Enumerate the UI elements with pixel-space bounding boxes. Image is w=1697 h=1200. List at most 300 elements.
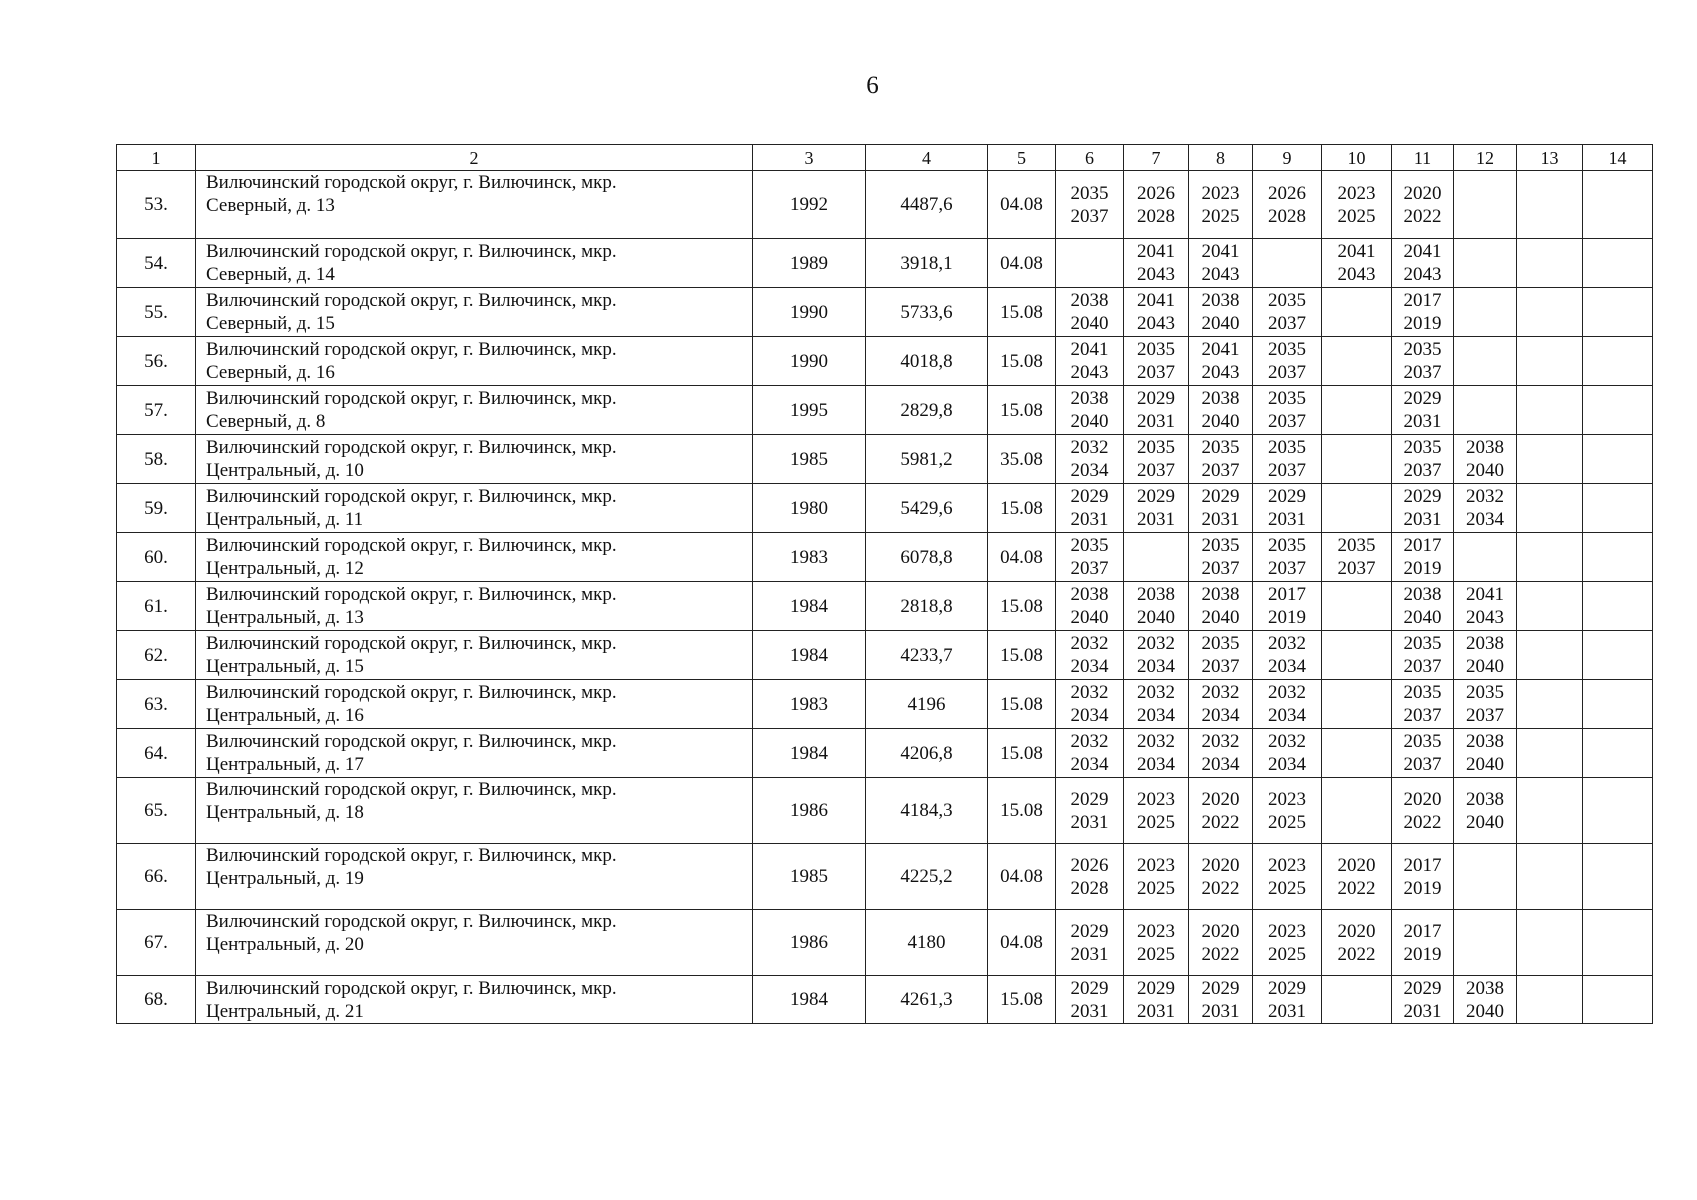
period-start: 2032: [1137, 731, 1175, 752]
period-end: 2034: [1268, 656, 1306, 677]
table-row: [117, 631, 1653, 680]
table-row: [117, 435, 1653, 484]
period-end: 2034: [1070, 754, 1109, 775]
period-start: 2032: [1070, 437, 1109, 458]
period-cell-13: [1517, 844, 1583, 910]
period-cell-7: [1124, 533, 1189, 582]
period-end: 2043: [1201, 264, 1240, 285]
period-end: 2040: [1201, 313, 1240, 334]
period-start: 2035: [1201, 535, 1240, 556]
period-cell-10: [1322, 288, 1392, 337]
table-row: [117, 533, 1653, 582]
period-start: 2038: [1201, 388, 1240, 409]
period-cell-12: [1454, 435, 1517, 484]
address-line-1: Вилючинский городской округ, г. Вилючинск, мкр.: [206, 977, 617, 999]
address-line-2: Северный, д. 8: [206, 411, 326, 432]
period-end: 2040: [1201, 411, 1240, 432]
period-cell-14: [1583, 910, 1653, 976]
period-end: 2043: [1403, 264, 1442, 285]
period-end: 2031: [1070, 943, 1109, 965]
period-cell-10: [1322, 778, 1392, 844]
period-start: 2032: [1268, 633, 1306, 654]
row-number-cell: 63.: [117, 680, 196, 729]
period-cell-13: [1517, 239, 1583, 288]
period-end: 2040: [1466, 754, 1504, 775]
period-cell-6: [1056, 435, 1124, 484]
period-start: 2023: [1268, 920, 1306, 942]
period-end: 2022: [1201, 811, 1240, 833]
build-year-cell: 1984: [753, 976, 866, 1024]
period-start: 2041: [1466, 584, 1504, 605]
period-start: 2035: [1201, 633, 1240, 654]
address-cell: [196, 844, 753, 910]
period-cell-11: [1392, 484, 1454, 533]
period-cell-12: [1454, 386, 1517, 435]
area-cell: 4184,3: [866, 778, 988, 844]
period-end: 2037: [1268, 411, 1306, 432]
code-cell: 35.08: [988, 435, 1056, 484]
row-number-cell: 58.: [117, 435, 196, 484]
period-start: 2041: [1137, 241, 1175, 262]
period-start: 2023: [1337, 182, 1376, 204]
build-year-cell: 1984: [753, 631, 866, 680]
period-start: 2038: [1466, 633, 1504, 654]
address-cell: [196, 337, 753, 386]
period-cell-12: [1454, 337, 1517, 386]
period-cell-11: [1392, 910, 1454, 976]
row-number-cell: 65.: [117, 778, 196, 844]
page-number: 6: [866, 72, 879, 99]
code-cell: 15.08: [988, 582, 1056, 631]
table-body: [117, 171, 1653, 1024]
period-end: 2028: [1268, 205, 1306, 227]
period-end: 2040: [1070, 607, 1109, 628]
period-cell-9: [1253, 976, 1322, 1024]
table-row: [117, 976, 1653, 1024]
period-cell-11: [1392, 533, 1454, 582]
row-number-cell: 59.: [117, 484, 196, 533]
period-cell-8: [1189, 631, 1253, 680]
period-end: 2034: [1466, 509, 1504, 530]
period-cell-10: [1322, 337, 1392, 386]
table-row: [117, 484, 1653, 533]
row-number-cell: 68.: [117, 976, 196, 1024]
period-start: 2035: [1137, 437, 1175, 458]
period-end: 2034: [1201, 754, 1240, 775]
period-cell-11: [1392, 435, 1454, 484]
address-line-1: Вилючинский городской округ, г. Вилючинск, мкр.: [206, 911, 617, 932]
address-line-2: Центральный, д. 20: [206, 934, 364, 955]
table-row: [117, 910, 1653, 976]
address-line-2: Центральный, д. 19: [206, 868, 364, 889]
period-end: 2043: [1137, 264, 1175, 285]
period-cell-7: [1124, 288, 1189, 337]
period-start: 2032: [1070, 682, 1109, 703]
period-end: 2040: [1466, 656, 1504, 677]
address-cell: [196, 582, 753, 631]
table-row: [117, 729, 1653, 778]
address-cell: [196, 976, 753, 1024]
address-line-2: Центральный, д. 10: [206, 460, 364, 481]
period-cell-8: [1189, 239, 1253, 288]
address-cell: [196, 680, 753, 729]
period-cell-11: [1392, 386, 1454, 435]
address-line-2: Центральный, д. 18: [206, 802, 364, 823]
period-start: 2029: [1201, 977, 1240, 999]
address-line-1: Вилючинский городской округ, г. Вилючинск, мкр.: [206, 731, 617, 752]
period-cell-6: [1056, 729, 1124, 778]
period-cell-13: [1517, 680, 1583, 729]
period-start: 2023: [1137, 854, 1175, 876]
period-cell-11: [1392, 582, 1454, 631]
period-end: 2031: [1403, 509, 1442, 530]
build-year-cell: 1990: [753, 288, 866, 337]
period-cell-8: [1189, 435, 1253, 484]
period-end: 2043: [1466, 607, 1504, 628]
period-start: 2035: [1403, 339, 1442, 360]
row-number-cell: 57.: [117, 386, 196, 435]
period-start: 2035: [1268, 339, 1306, 360]
period-cell-6: [1056, 582, 1124, 631]
build-year-cell: 1986: [753, 910, 866, 976]
period-start: 2032: [1268, 682, 1306, 703]
row-number-cell: 55.: [117, 288, 196, 337]
period-cell-7: [1124, 484, 1189, 533]
row-number-cell: 64.: [117, 729, 196, 778]
build-year-cell: 1984: [753, 729, 866, 778]
area-cell: 4487,6: [866, 171, 988, 239]
period-start: 2035: [1268, 437, 1306, 458]
build-year-cell: 1992: [753, 171, 866, 239]
period-end: 2037: [1268, 460, 1306, 481]
table-row: [117, 288, 1653, 337]
code-cell: 15.08: [988, 484, 1056, 533]
period-cell-8: [1189, 484, 1253, 533]
period-start: 2038: [1466, 977, 1504, 999]
period-end: 2037: [1137, 362, 1175, 383]
period-cell-7: [1124, 631, 1189, 680]
period-end: 2037: [1403, 754, 1442, 775]
period-cell-7: [1124, 337, 1189, 386]
period-cell-6: [1056, 484, 1124, 533]
period-end: 2031: [1137, 1000, 1175, 1022]
area-cell: 4180: [866, 910, 988, 976]
column-header-6: 6: [1056, 145, 1124, 171]
period-start: 2020: [1201, 788, 1240, 810]
period-cell-11: [1392, 976, 1454, 1024]
period-cell-12: [1454, 171, 1517, 239]
period-end: 2037: [1201, 656, 1240, 677]
build-year-cell: 1983: [753, 680, 866, 729]
period-cell-9: [1253, 171, 1322, 239]
period-end: 2037: [1070, 558, 1109, 579]
period-cell-9: [1253, 778, 1322, 844]
period-end: 2019: [1268, 607, 1306, 628]
period-end: 2037: [1403, 460, 1442, 481]
build-year-cell: 1984: [753, 582, 866, 631]
period-cell-6: [1056, 171, 1124, 239]
address-cell: [196, 631, 753, 680]
column-header-8: 8: [1189, 145, 1253, 171]
address-line-2: Северный, д. 15: [206, 313, 335, 334]
period-end: 2022: [1201, 877, 1240, 899]
period-start: 2029: [1201, 486, 1240, 507]
period-cell-9: [1253, 435, 1322, 484]
period-end: 2034: [1070, 656, 1109, 677]
period-start: 2041: [1070, 339, 1109, 360]
period-cell-9: [1253, 680, 1322, 729]
area-cell: 5733,6: [866, 288, 988, 337]
table-row: [117, 386, 1653, 435]
period-cell-14: [1583, 976, 1653, 1024]
period-end: 2031: [1268, 1000, 1306, 1022]
period-start: 2029: [1070, 920, 1109, 942]
period-end: 2040: [1403, 607, 1442, 628]
period-start: 2032: [1201, 682, 1240, 703]
address-cell: [196, 484, 753, 533]
period-cell-7: [1124, 844, 1189, 910]
period-start: 2029: [1070, 788, 1109, 810]
period-start: 2017: [1403, 854, 1442, 876]
row-number-cell: 62.: [117, 631, 196, 680]
period-cell-10: [1322, 582, 1392, 631]
column-header-14: 14: [1583, 145, 1653, 171]
address-line-2: Центральный, д. 16: [206, 705, 364, 726]
period-cell-9: [1253, 582, 1322, 631]
row-number-cell: 61.: [117, 582, 196, 631]
period-cell-13: [1517, 582, 1583, 631]
period-end: 2028: [1137, 205, 1175, 227]
period-cell-9: [1253, 337, 1322, 386]
period-end: 2034: [1070, 460, 1109, 481]
period-cell-12: [1454, 288, 1517, 337]
period-end: 2031: [1268, 509, 1306, 530]
build-year-cell: 1980: [753, 484, 866, 533]
column-header-2: 2: [196, 145, 753, 171]
period-cell-10: [1322, 484, 1392, 533]
period-cell-7: [1124, 386, 1189, 435]
period-end: 2037: [1403, 362, 1442, 383]
period-start: 2038: [1201, 290, 1240, 311]
period-cell-10: [1322, 239, 1392, 288]
period-cell-6: [1056, 337, 1124, 386]
period-end: 2031: [1137, 411, 1175, 432]
period-start: 2035: [1403, 437, 1442, 458]
address-cell: [196, 239, 753, 288]
period-start: 2035: [1403, 682, 1442, 703]
period-start: 2023: [1268, 788, 1306, 810]
period-end: 2022: [1201, 943, 1240, 965]
period-cell-7: [1124, 778, 1189, 844]
period-cell-6: [1056, 631, 1124, 680]
period-end: 2028: [1070, 877, 1109, 899]
period-end: 2022: [1403, 205, 1442, 227]
period-cell-14: [1583, 680, 1653, 729]
period-start: 2035: [1201, 437, 1240, 458]
build-year-cell: 1985: [753, 435, 866, 484]
period-cell-6: [1056, 910, 1124, 976]
period-start: 2032: [1268, 731, 1306, 752]
period-end: 2025: [1268, 877, 1306, 899]
period-start: 2029: [1268, 977, 1306, 999]
period-cell-6: [1056, 680, 1124, 729]
period-cell-10: [1322, 680, 1392, 729]
period-cell-7: [1124, 910, 1189, 976]
area-cell: 4196: [866, 680, 988, 729]
column-header-5: 5: [988, 145, 1056, 171]
address-line-1: Вилючинский городской округ, г. Вилючинск, мкр.: [206, 290, 617, 311]
period-start: 2029: [1137, 486, 1175, 507]
period-end: 2022: [1403, 811, 1442, 833]
period-cell-8: [1189, 680, 1253, 729]
period-end: 2043: [1137, 313, 1175, 334]
period-cell-11: [1392, 844, 1454, 910]
code-cell: 15.08: [988, 778, 1056, 844]
period-end: 2022: [1337, 877, 1376, 899]
period-start: 2035: [1268, 535, 1306, 556]
period-start: 2032: [1137, 682, 1175, 703]
period-cell-13: [1517, 729, 1583, 778]
period-end: 2025: [1201, 205, 1240, 227]
address-line-2: Центральный, д. 15: [206, 656, 364, 677]
period-cell-12: [1454, 844, 1517, 910]
period-start: 2029: [1403, 388, 1442, 409]
period-end: 2037: [1201, 460, 1240, 481]
period-cell-6: [1056, 386, 1124, 435]
address-line-1: Вилючинский городской округ, г. Вилючинск, мкр.: [206, 486, 617, 507]
period-end: 2019: [1403, 877, 1442, 899]
code-cell: 15.08: [988, 729, 1056, 778]
period-start: 2038: [1403, 584, 1442, 605]
address-line-1: Вилючинский городской округ, г. Вилючинск, мкр.: [206, 682, 617, 703]
period-cell-8: [1189, 337, 1253, 386]
period-cell-10: [1322, 844, 1392, 910]
period-end: 2037: [1070, 205, 1109, 227]
period-cell-10: [1322, 631, 1392, 680]
period-cell-9: [1253, 288, 1322, 337]
address-cell: [196, 533, 753, 582]
period-start: 2032: [1466, 486, 1504, 507]
period-cell-9: [1253, 910, 1322, 976]
area-cell: 4233,7: [866, 631, 988, 680]
period-cell-14: [1583, 337, 1653, 386]
period-cell-13: [1517, 910, 1583, 976]
address-line-1: Вилючинский городской округ, г. Вилючинск, мкр.: [206, 388, 617, 409]
address-line-1: Вилючинский городской округ, г. Вилючинск, мкр.: [206, 241, 617, 262]
period-cell-8: [1189, 533, 1253, 582]
period-start: 2032: [1070, 731, 1109, 752]
address-line-1: Вилючинский городской округ, г. Вилючинск, мкр.: [206, 779, 617, 800]
period-cell-12: [1454, 778, 1517, 844]
period-cell-13: [1517, 386, 1583, 435]
period-end: 2037: [1268, 313, 1306, 334]
period-start: 2026: [1070, 854, 1109, 876]
period-end: 2031: [1070, 811, 1109, 833]
code-cell: 15.08: [988, 386, 1056, 435]
address-line-1: Вилючинский городской округ, г. Вилючинск, мкр.: [206, 339, 617, 360]
period-end: 2031: [1201, 509, 1240, 530]
table-row: [117, 680, 1653, 729]
period-start: 2035: [1268, 388, 1306, 409]
period-start: 2041: [1201, 339, 1240, 360]
period-cell-9: [1253, 484, 1322, 533]
row-number-cell: 56.: [117, 337, 196, 386]
period-cell-14: [1583, 844, 1653, 910]
period-cell-9: [1253, 729, 1322, 778]
column-header-7: 7: [1124, 145, 1189, 171]
row-number-cell: 53.: [117, 171, 196, 239]
period-cell-11: [1392, 337, 1454, 386]
period-start: 2038: [1466, 788, 1504, 810]
area-cell: 5981,2: [866, 435, 988, 484]
period-cell-7: [1124, 729, 1189, 778]
code-cell: 04.08: [988, 844, 1056, 910]
period-cell-6: [1056, 844, 1124, 910]
period-start: 2029: [1403, 977, 1442, 999]
period-end: 2019: [1403, 943, 1442, 965]
build-year-cell: 1989: [753, 239, 866, 288]
period-cell-14: [1583, 582, 1653, 631]
period-end: 2043: [1201, 362, 1240, 383]
column-header-11: 11: [1392, 145, 1454, 171]
period-start: 2032: [1201, 731, 1240, 752]
period-cell-7: [1124, 680, 1189, 729]
address-cell: [196, 435, 753, 484]
period-end: 2031: [1070, 509, 1109, 530]
period-cell-10: [1322, 729, 1392, 778]
period-end: 2040: [1466, 460, 1504, 481]
address-line-2: Северный, д. 16: [206, 362, 335, 383]
period-end: 2019: [1403, 313, 1442, 334]
period-start: 2029: [1403, 486, 1442, 507]
period-cell-12: [1454, 976, 1517, 1024]
period-start: 2026: [1268, 182, 1306, 204]
period-end: 2037: [1403, 705, 1442, 726]
period-start: 2038: [1070, 290, 1109, 311]
period-cell-11: [1392, 729, 1454, 778]
column-header-9: 9: [1253, 145, 1322, 171]
period-cell-13: [1517, 288, 1583, 337]
period-start: 2041: [1201, 241, 1240, 262]
period-cell-13: [1517, 484, 1583, 533]
period-cell-11: [1392, 171, 1454, 239]
column-header-13: 13: [1517, 145, 1583, 171]
address-line-1: Вилючинский городской округ, г. Вилючинск, мкр.: [206, 584, 617, 605]
period-start: 2038: [1466, 437, 1504, 458]
address-cell: [196, 729, 753, 778]
code-cell: 15.08: [988, 288, 1056, 337]
period-cell-14: [1583, 778, 1653, 844]
code-cell: 15.08: [988, 976, 1056, 1024]
address-line-1: Вилючинский городской округ, г. Вилючинск, мкр.: [206, 633, 617, 654]
table-row: [117, 239, 1653, 288]
period-end: 2034: [1137, 705, 1175, 726]
period-cell-12: [1454, 680, 1517, 729]
period-end: 2025: [1137, 877, 1175, 899]
period-end: 2025: [1268, 943, 1306, 965]
column-header-3: 3: [753, 145, 866, 171]
period-cell-7: [1124, 435, 1189, 484]
address-line-2: Северный, д. 13: [206, 195, 335, 216]
period-start: 2035: [1268, 290, 1306, 311]
period-start: 2029: [1137, 388, 1175, 409]
address-cell: [196, 910, 753, 976]
period-end: 2037: [1268, 362, 1306, 383]
row-number-cell: 67.: [117, 910, 196, 976]
period-cell-14: [1583, 435, 1653, 484]
period-cell-6: [1056, 533, 1124, 582]
code-cell: 04.08: [988, 171, 1056, 239]
